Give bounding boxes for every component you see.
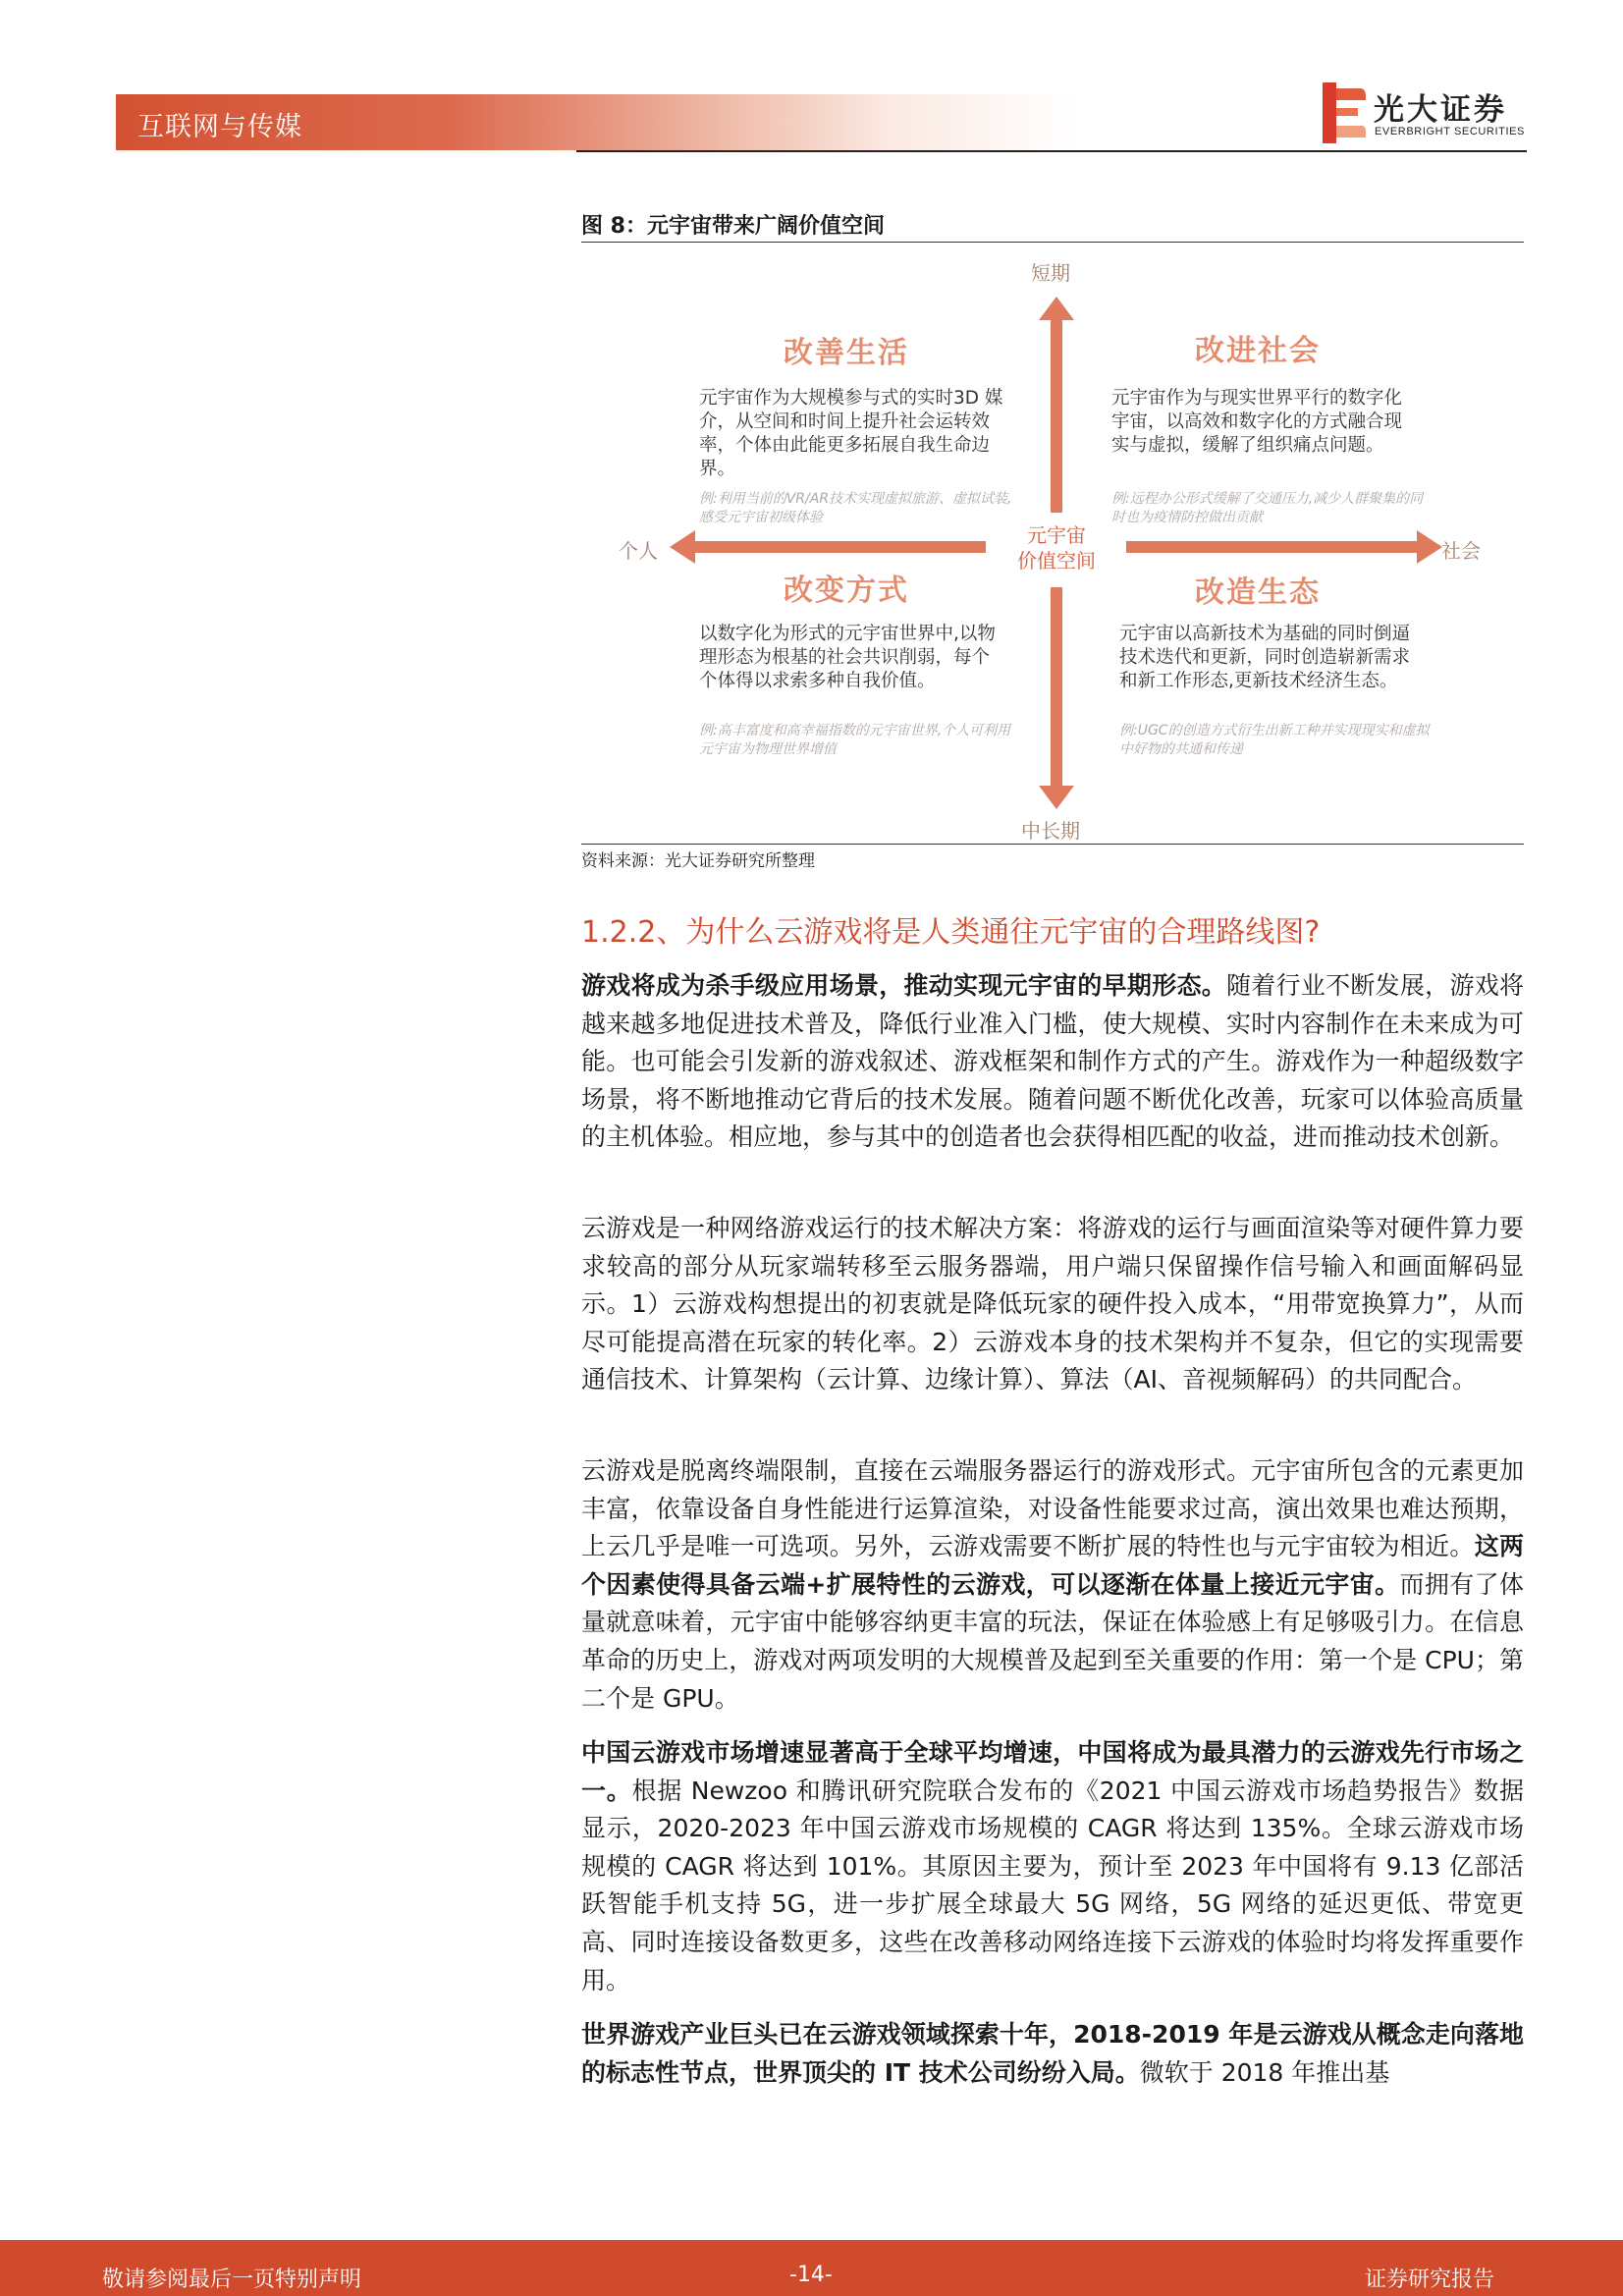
- quadrant-body-change-way: 以数字化为形式的元宇宙世界中,以物理形态为根基的社会共识削弱，每个个体得以求索多种自我价值。: [699, 624, 996, 691]
- arrow-down-head: [1039, 786, 1074, 809]
- quadrant-title-improve-life: 改善生活: [784, 336, 909, 370]
- section-header-title: 互联网与传媒: [137, 112, 302, 142]
- value-space-diagram: [581, 246, 1524, 843]
- figure-caption: 图 8：元宇宙带来广阔价值空间: [581, 214, 885, 239]
- paragraph-1-text: 随着行业不断发展，游戏将越来越多地促进技术普及，降低行业准入门槛，使大规模、实时内容制作在未来成为可能。也可能会引发新的游戏叙述、游戏框架和制作方式的产生。游戏作为一种超级数字场景，将不断地推动它背后的技术发展。随着问题不断优化改善，玩家可以体验高质量的主机体验。相应地，参与其中的创造者也会获得相匹配的收益，进而推动技术创新。: [581, 971, 1524, 1152]
- arrow-left-head: [670, 530, 695, 564]
- arrow-up-head: [1039, 297, 1074, 320]
- paragraph-3-emphasis: 这两个因素使得具备云端+扩展特性的云游戏，可以逐渐在体量上接近元宇宙。: [581, 1532, 1524, 1599]
- header-divider: [576, 150, 1527, 152]
- logo-chinese-name: 光大证券: [1374, 92, 1507, 128]
- center-label: [994, 522, 1119, 574]
- paragraph-3: [581, 1452, 1524, 1718]
- quadrant-body-improve-life: 元宇宙作为大规模参与式的实时3D 媒介，从空间和时间上提升社会运转效率，个体由此能更多拓展自我生命边界。: [699, 388, 1003, 479]
- quadrant-note-reshape-ecology: 例:UGC的创造方式衍生出新工种并实现现实和虚拟中好物的共通和传递: [1119, 723, 1430, 757]
- paragraph-2: [581, 1210, 1524, 1399]
- paragraph-2-text: 云游戏是一种网络游戏运行的技术解决方案：将游戏的运行与画面渲染等对硬件算力要求较高的部分从玩家端转移至云服务器端，用户端只保留操作信号输入和画面解码显示。1）云游戏构想提出的初衷就是降低玩家的硬件投入成本，“用带宽换算力”，从而尽可能提高潜在玩家的转化率。2）云游戏本身的技术架构并不复杂，但它的实现需要通信技术、计算架构（云计算、边缘计算）、算法（AI、音视频解码）的共同配合。: [581, 1214, 1524, 1394]
- quadrant-title-change-way: 改变方式: [784, 574, 909, 608]
- arrow-right-shaft: [1126, 541, 1421, 553]
- arrow-left-shaft: [691, 541, 986, 553]
- quadrant-title-reshape-ecology: 改造生态: [1195, 575, 1321, 610]
- paragraph-4-text: 根据 Newzoo 和腾讯研究院联合发布的《2021 中国云游戏市场趋势报告》数据显示，2020-2023 年中国云游戏市场规模的 CAGR 将达到 135%。全球云游戏市场规模的 CAGR 将达到 101%。其原因主要为，预计至 2023 年中国将有 9.13 亿部活跃智能手机支持 5G，进一步扩展全球最大 5G 网络，5G 网络的延迟更低、带宽更高、同时连接设备数更多，这些在改善移动网络连接下云游戏的体验时均将发挥重要作用。: [581, 1776, 1524, 1995]
- arrow-down-shaft: [1051, 587, 1062, 790]
- axis-label-left: 个人: [619, 539, 658, 563]
- quadrant-note-improve-life: 例:利用当前的VR/AR技术实现虚拟旅游、虚拟试装,感受元宇宙初级体验: [699, 491, 1012, 525]
- arrow-up-shaft: [1051, 314, 1062, 513]
- page-number: -14-: [789, 2263, 833, 2287]
- footer-report-type: 证券研究报告: [1365, 2268, 1495, 2292]
- axis-label-top: 短期: [1031, 261, 1070, 285]
- figure-top-rule: [581, 242, 1524, 243]
- paragraph-5-lead: 世界游戏产业巨头已在云游戏领域探索十年，2018-2019 年是云游戏从概念走向落地的标志性节点，世界顶尖的 IT 技术公司纷纷入局。: [581, 2020, 1524, 2087]
- paragraph-1-lead: 游戏将成为杀手级应用场景，推动实现元宇宙的早期形态。: [581, 971, 1227, 1000]
- paragraph-3-text-a: 云游戏是脱离终端限制，直接在云端服务器运行的游戏形式。元宇宙所包含的元素更加丰富，依靠设备自身性能进行运算渲染，对设备性能要求过高，演出效果也难达预期，上云几乎是唯一可选项。另外，云游戏需要不断扩展的特性也与元宇宙较为相近。: [581, 1456, 1524, 1561]
- company-logo: [1323, 82, 1539, 145]
- figure-bottom-rule: [581, 844, 1524, 845]
- arrow-right-head: [1417, 530, 1442, 564]
- quadrant-body-improve-society: 元宇宙作为与现实世界平行的数字化宇宙，以高效和数字化的方式融合现实与虚拟，缓解了组织痛点问题。: [1111, 388, 1403, 456]
- quadrant-title-improve-society: 改进社会: [1195, 334, 1321, 368]
- logo-mark-icon: [1323, 82, 1366, 143]
- paragraph-4-lead: 中国云游戏市场增速显著高于全球平均增速，中国将成为最具潜力的云游戏先行市场之一。: [581, 1738, 1524, 1805]
- paragraph-1: [581, 967, 1524, 1157]
- paragraph-5-text: 微软于 2018 年推出基: [1139, 2057, 1390, 2087]
- paragraph-5: [581, 2016, 1524, 2092]
- page-footer: [0, 2240, 1623, 2296]
- figure-source: 资料来源：光大证券研究所整理: [581, 851, 815, 871]
- quadrant-body-reshape-ecology: 元宇宙以高新技术为基础的同时倒逼技术迭代和更新，同时创造崭新需求和新工作形态,更新技术经济生态。: [1119, 624, 1411, 691]
- footer-disclaimer: 敬请参阅最后一页特别声明: [102, 2268, 362, 2292]
- paragraph-3-text-b: 而拥有了体量就意味着，元宇宙中能够容纳更丰富的玩法，保证在体验感上有足够吸引力。在信息革命的历史上，游戏对两项发明的大规模普及起到至关重要的作用：第一个是 CPU；第二个是 GPU。: [581, 1569, 1524, 1713]
- section-heading: 1.2.2、为什么云游戏将是人类通往元宇宙的合理路线图?: [581, 915, 1321, 950]
- logo-english-name: EVERBRIGHT SECURITIES: [1375, 126, 1525, 137]
- paragraph-4: [581, 1734, 1524, 1999]
- axis-label-right: 社会: [1441, 539, 1481, 563]
- center-label-line-1: 元宇宙: [1027, 523, 1086, 547]
- center-label-line-2: 价值空间: [1017, 549, 1096, 573]
- axis-label-bottom: 中长期: [1021, 819, 1080, 843]
- quadrant-note-change-way: 例:高丰富度和高幸福指数的元宇宙世界,个人可利用元宇宙为物理世界增值: [699, 723, 1011, 757]
- quadrant-note-improve-society: 例:远程办公形式缓解了交通压力,减少人群聚集的同时也为疫情防控做出贡献: [1111, 491, 1424, 525]
